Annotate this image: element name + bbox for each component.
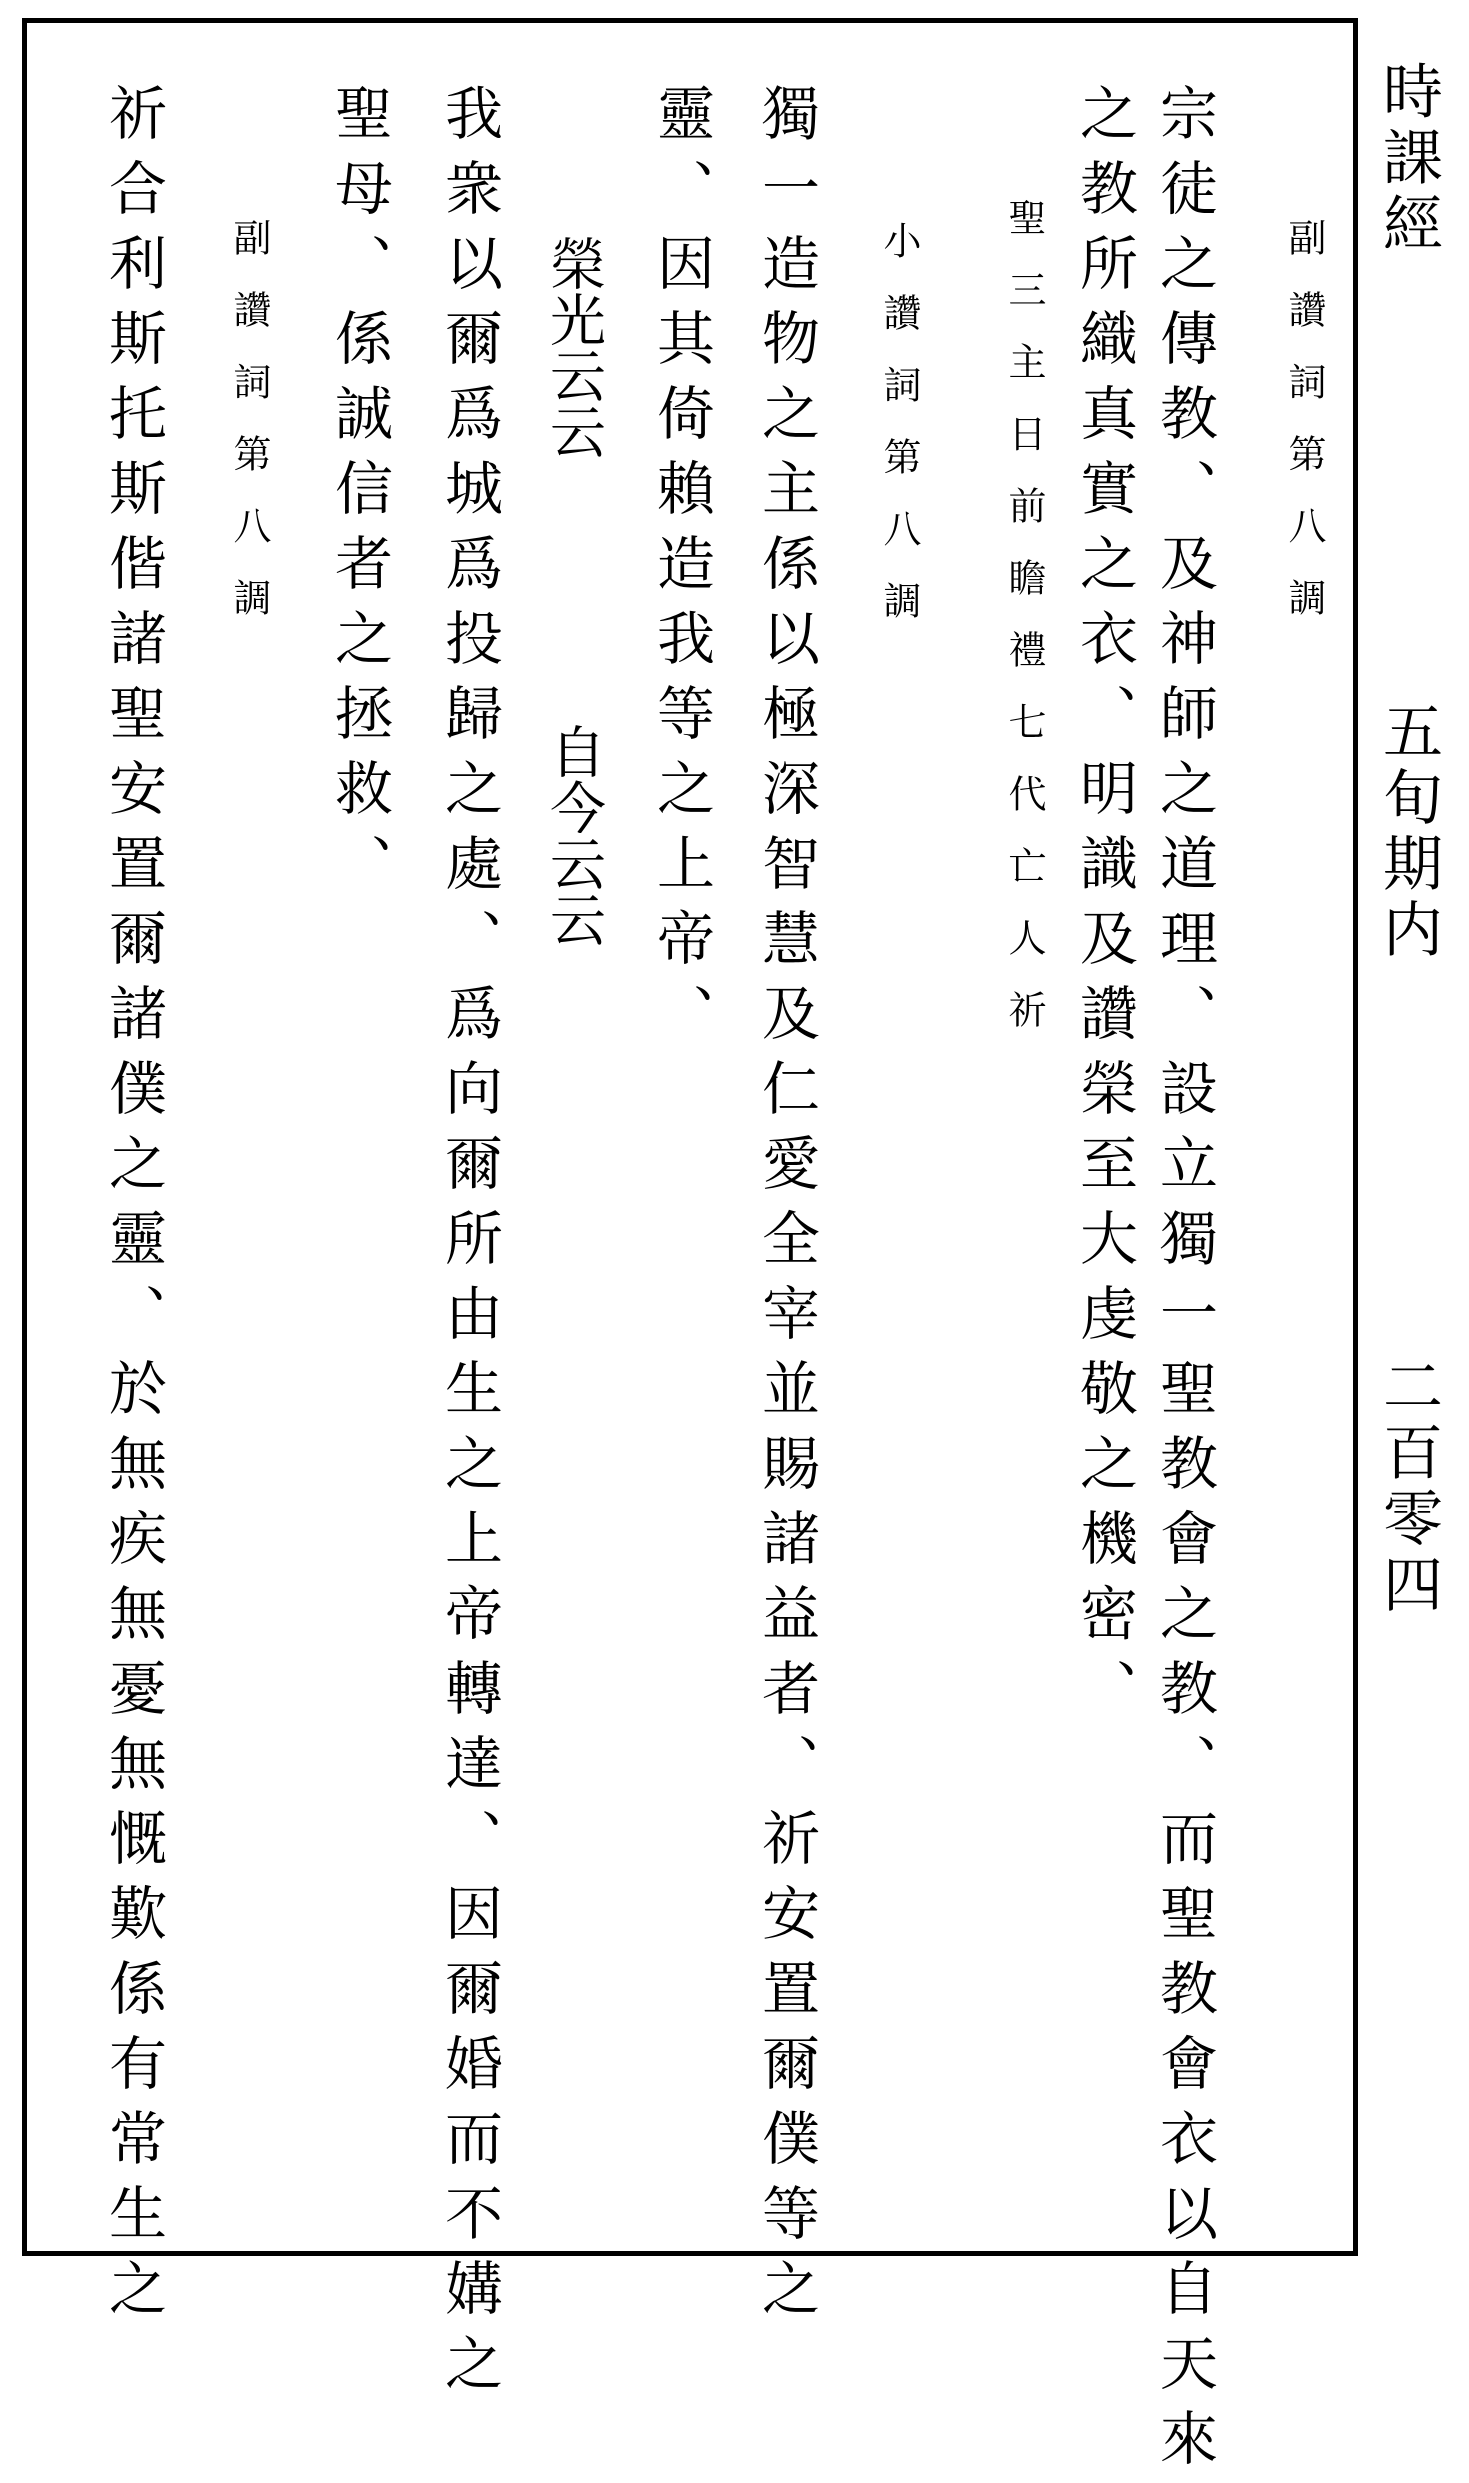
sub-heading-xiaozanci: 小讚詞第八調 (877, 221, 921, 653)
text-rongguang: 榮光云云 (541, 235, 606, 459)
sub-heading-feast: 聖三主日前瞻禮七代亡人祈 (1002, 198, 1046, 1062)
text-frame (22, 18, 1358, 2483)
text-column-9: 我衆以爾爲城爲投歸之處、爲向爾所由生之上帝轉達、因爾婚而不媾之 (435, 83, 503, 2408)
text-zijin: 自今云云 (541, 723, 606, 947)
sub-heading-fuzanci-1: 副讚詞第八調 (1282, 218, 1326, 650)
page-number: 二百零四 (1373, 1355, 1443, 1619)
text-column-10: 聖母、係誠信者之拯救、 (325, 83, 393, 908)
text-column-7: 靈、因其倚賴造我等之上帝、 (647, 83, 715, 1058)
section-title: 五旬期内 (1373, 700, 1443, 964)
sub-heading-fuzanci-2: 副讚詞第八調 (227, 218, 271, 650)
text-column-6: 獨一造物之主係以極深智慧及仁愛全宰並賜諸益者、祈安置爾僕等之 (752, 83, 820, 2333)
text-column-12: 祈合利斯托斯偕諸聖安置爾諸僕之靈、於無疾無憂無慨歎係有常生之 (99, 83, 167, 2333)
text-column-1: 宗徒之傳教、及神師之道理、設立獨一聖教會之教、而聖教會衣以自天來 (1150, 83, 1218, 2483)
text-column-2: 之教所織真實之衣、明識及讚榮至大虔敬之機密、 (1070, 83, 1138, 1733)
book-title: 時課經 (1373, 60, 1443, 258)
